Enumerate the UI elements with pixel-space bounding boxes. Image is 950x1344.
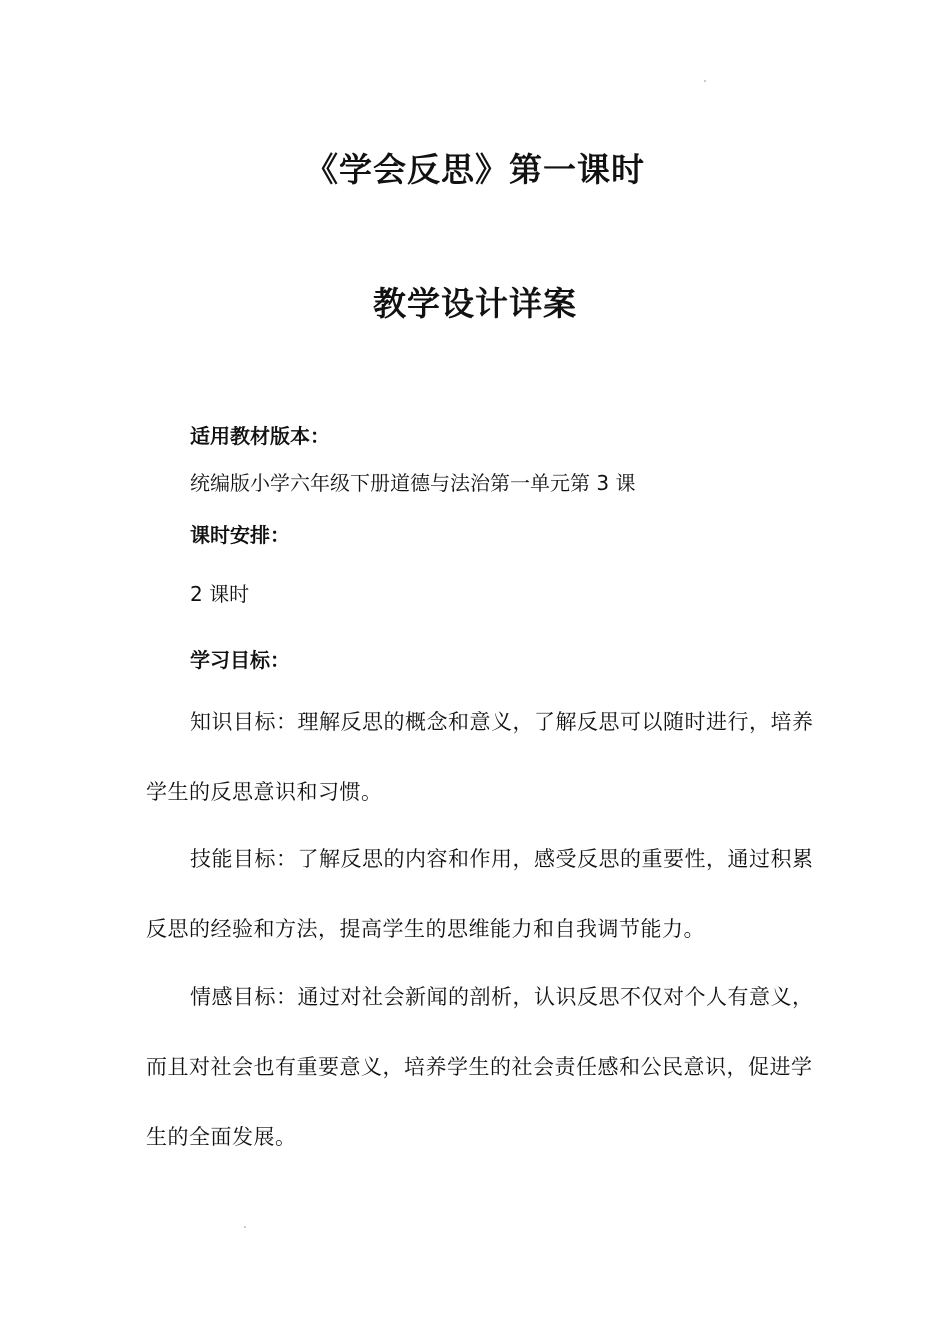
emotion-objective: 情感目标：通过对社会新闻的剖析，认识反思不仅对个人有意义，而且对社会也有重要意义，培养学生的社会责任感和公民意识，促进学生的全面发展。	[146, 985, 814, 1149]
schedule-label: 课时安排：	[190, 523, 290, 547]
document-subtitle: 教学设计详案	[373, 284, 577, 323]
textbook-value: 统编版小学六年级下册道德与法治第一单元第 3 课	[190, 471, 636, 495]
objectives-label: 学习目标：	[190, 648, 290, 672]
textbook-label: 适用教材版本：	[190, 424, 330, 448]
scan-mark-top	[704, 80, 706, 82]
schedule-value: 2 课时	[190, 582, 250, 606]
document-title: 《学会反思》第一课时	[305, 150, 645, 189]
scan-mark-bottom	[244, 1226, 246, 1228]
skill-objective: 技能目标：了解反思的内容和作用，感受反思的重要性，通过积累反思的经验和方法，提高学生的思维能力和自我调节能力。	[146, 847, 814, 941]
knowledge-objective: 知识目标：理解反思的概念和意义，了解反思可以随时进行，培养学生的反思意识和习惯。	[146, 710, 814, 804]
